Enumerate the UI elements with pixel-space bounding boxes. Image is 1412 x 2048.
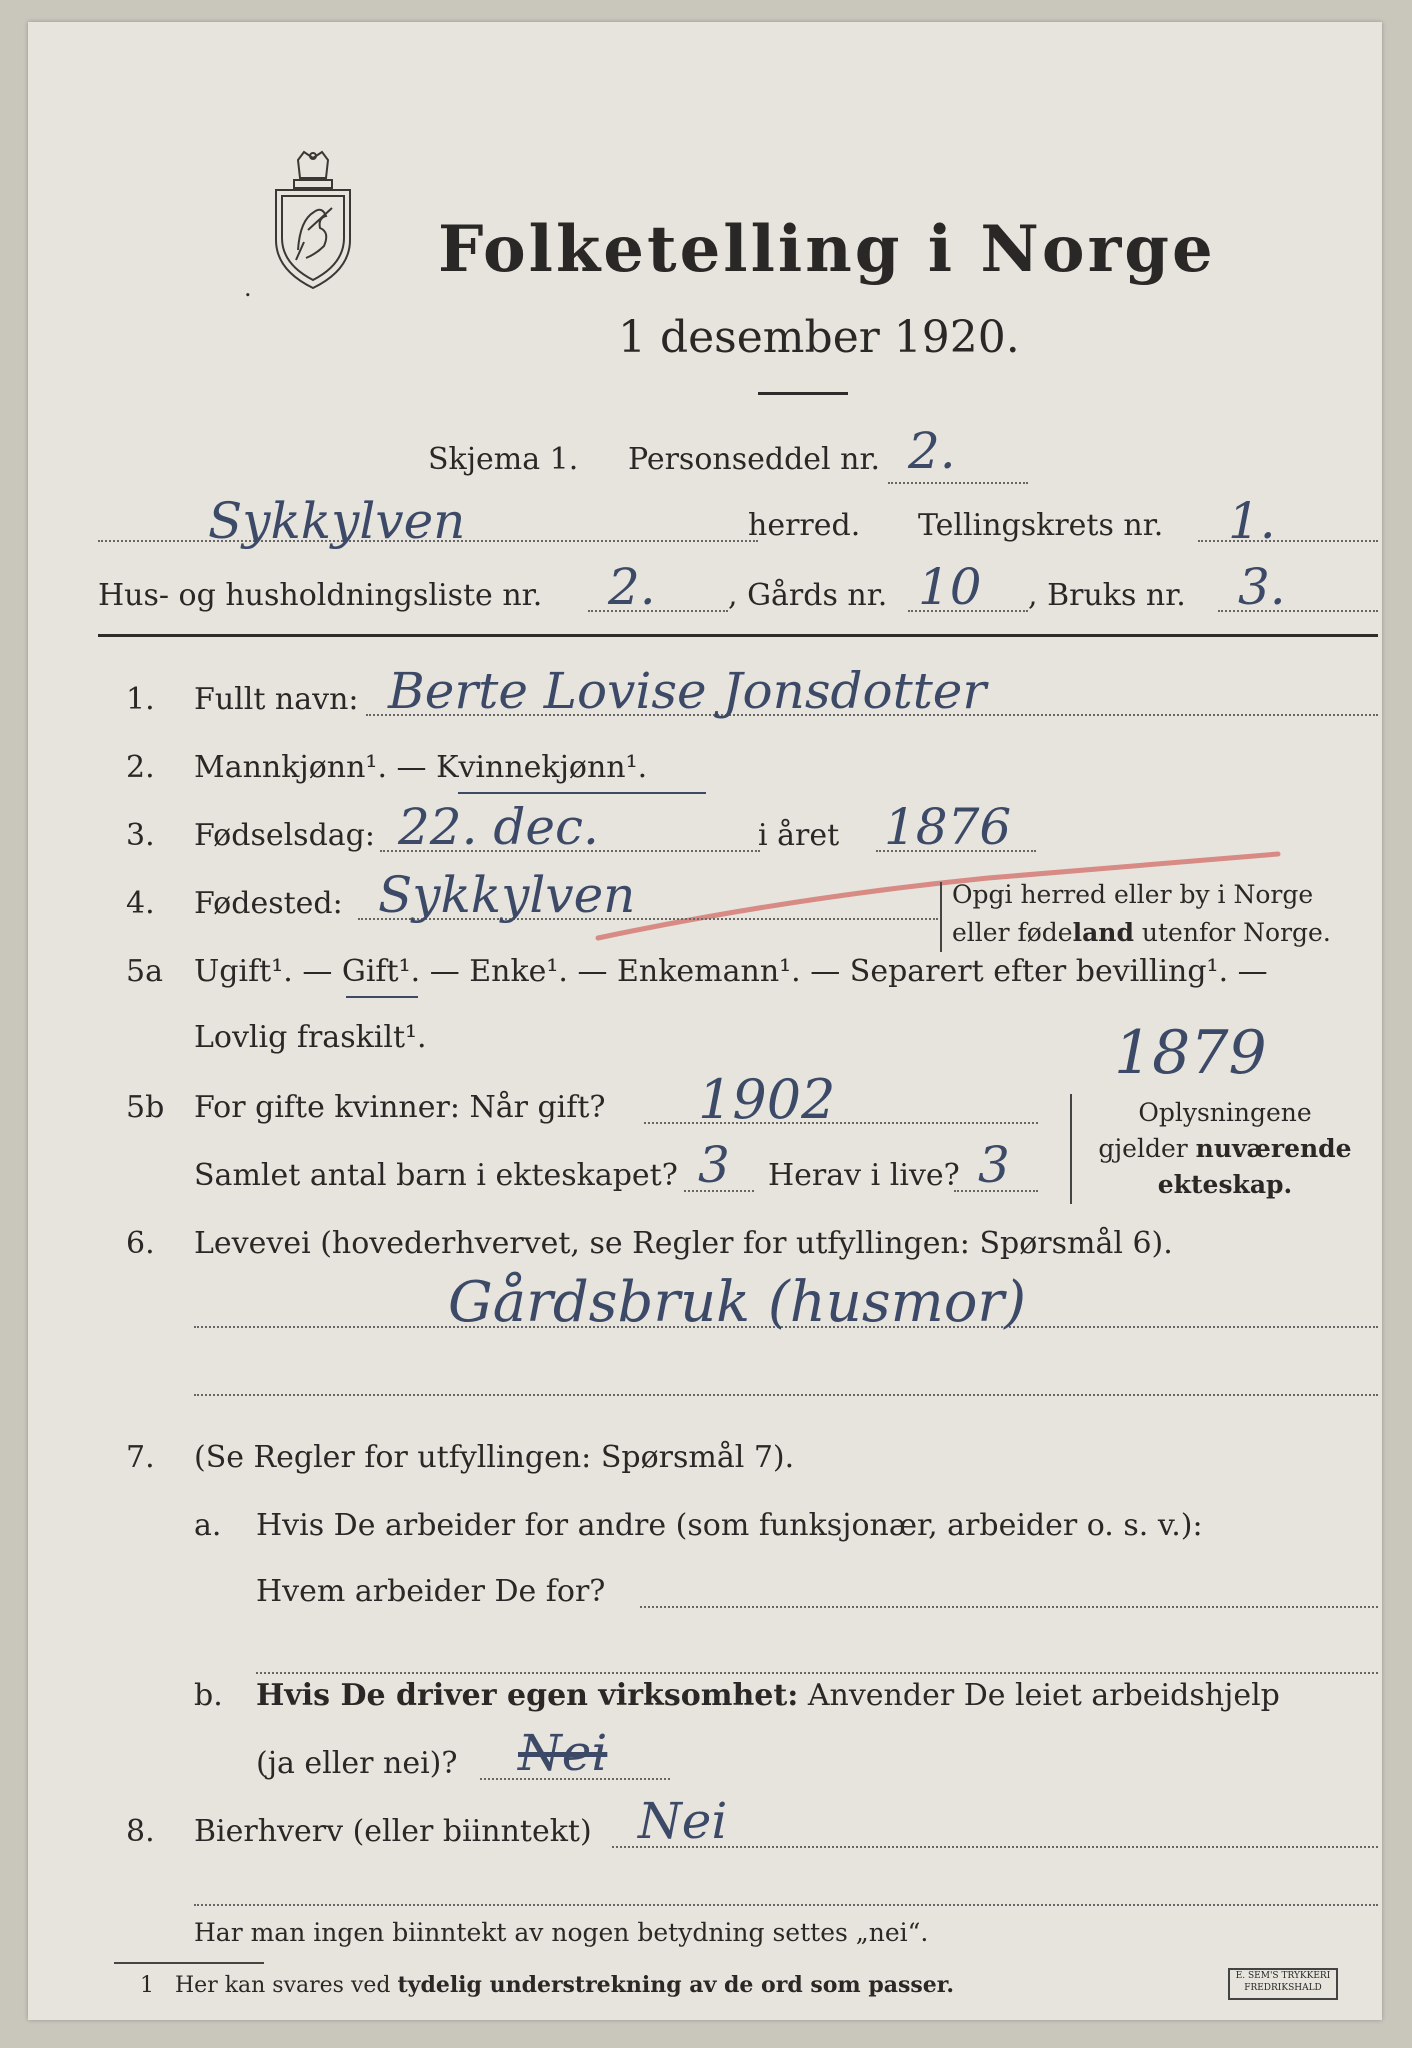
employer-line2[interactable] xyxy=(256,1672,1378,1674)
household-list-value[interactable]: 2. xyxy=(608,558,656,616)
occupation-value[interactable]: Gårdsbruk (husmor) xyxy=(448,1270,1027,1335)
herred-label: herred. xyxy=(748,508,861,543)
header-rule xyxy=(98,634,1378,637)
children-value[interactable]: 3 xyxy=(698,1136,730,1194)
census-form-page xyxy=(28,22,1382,2020)
dot-mark: . xyxy=(244,274,252,302)
q4-note-line2: eller fødeland utenfor Norge. xyxy=(952,918,1331,947)
tellingskrets-label: Tellingskrets nr. xyxy=(918,508,1164,543)
q5b-note-line1: Oplysningene xyxy=(1138,1098,1312,1127)
q8-line2 xyxy=(194,1904,1378,1906)
tellingskrets-line xyxy=(1198,540,1378,542)
q7a-letter: a. xyxy=(194,1508,222,1543)
q8-label: Bierhverv (eller biinntekt) xyxy=(194,1814,592,1849)
birthplace-value[interactable]: Sykkylven xyxy=(378,866,636,924)
gender-underline xyxy=(458,792,706,794)
printer-stamp: E. SEM'S TRYKKERI FREDRIKSHALD xyxy=(1228,1968,1338,2000)
hired-help-value[interactable]: Nei xyxy=(518,1724,608,1782)
side-income-value[interactable]: Nei xyxy=(638,1792,728,1850)
schema-label: Skjema 1. xyxy=(428,442,579,477)
footnote-rule xyxy=(114,1962,264,1964)
q7a-text: Hvis De arbeider for andre (som funksjonær, arbeider o. s. v.): xyxy=(256,1508,1203,1543)
form-title: Folketelling i Norge xyxy=(438,212,1216,287)
children-label: Samlet antal barn i ekteskapet? xyxy=(194,1158,678,1193)
census-date: 1 desember 1920. xyxy=(618,312,1020,363)
alive-label: Herav i live? xyxy=(768,1158,960,1193)
extra-year-note[interactable]: 1879 xyxy=(1114,1018,1267,1088)
q4-note-line1: Opgi herred eller by i Norge xyxy=(952,880,1314,909)
q5a-number: 5a xyxy=(126,954,163,989)
q3-number: 3. xyxy=(126,818,155,853)
q4-number: 4. xyxy=(126,886,155,921)
q7a-sub-label: Hvem arbeider De for? xyxy=(256,1574,606,1609)
herred-value[interactable]: Sykkylven xyxy=(208,492,466,550)
q4-brace xyxy=(940,882,942,952)
q6-number: 6. xyxy=(126,1226,155,1261)
q5b-note-line2: gjelder nuværende xyxy=(1098,1134,1352,1163)
q8-number: 8. xyxy=(126,1814,155,1849)
q5b-label: For gifte kvinner: Når gift? xyxy=(194,1090,606,1125)
married-underline xyxy=(346,996,418,998)
q7b-letter: b. xyxy=(194,1678,223,1713)
marital-options: Ugift¹. — Gift¹. — Enke¹. — Enkemann¹. — Separert efter bevilling¹. — xyxy=(194,954,1268,989)
q6-label: Levevei (hovederhvervet, se Regler for utfyllingen: Spørsmål 6). xyxy=(194,1226,1173,1261)
alive-value[interactable]: 3 xyxy=(978,1136,1010,1194)
q5b-note-line3: ekteskap. xyxy=(1157,1170,1293,1199)
q1-number: 1. xyxy=(126,682,155,717)
q7-label: (Se Regler for utfyllingen: Spørsmål 7). xyxy=(194,1440,795,1475)
q7b-sub-label: (ja eller nei)? xyxy=(256,1746,458,1781)
coat-of-arms-icon xyxy=(268,150,358,290)
bruks-value[interactable]: 3. xyxy=(1238,558,1286,616)
q5b-brace xyxy=(1070,1094,1072,1204)
q2-number: 2. xyxy=(126,750,155,785)
tellingskrets-value[interactable]: 1. xyxy=(1228,492,1276,550)
gards-label: , Gårds nr. xyxy=(728,578,888,613)
q6-line2 xyxy=(194,1394,1378,1396)
footer-note: Har man ingen biinntekt av nogen betydning settes „nei“. xyxy=(194,1918,929,1947)
year-label: i året xyxy=(758,818,840,853)
footnote: 1 Her kan svares ved tydelig understrekning av de ord som passer. xyxy=(140,1972,954,1998)
personseddel-value[interactable]: 2. xyxy=(908,422,956,480)
marriage-year-value[interactable]: 1902 xyxy=(698,1068,836,1131)
gender-options: Mannkjønn¹. — Kvinnekjønn¹. xyxy=(194,750,648,785)
personseddel-label: Personseddel nr. xyxy=(628,442,881,477)
full-name-value[interactable]: Berte Lovise Jonsdotter xyxy=(388,662,987,720)
employer-line[interactable] xyxy=(640,1606,1378,1608)
personseddel-line xyxy=(888,482,1028,484)
q4-label: Fødested: xyxy=(194,886,343,921)
q5b-number: 5b xyxy=(126,1090,165,1125)
q1-label: Fullt navn: xyxy=(194,682,359,717)
gards-value[interactable]: 10 xyxy=(918,558,982,616)
title-divider xyxy=(758,392,848,395)
q7-number: 7. xyxy=(126,1440,155,1475)
birthday-value[interactable]: 22. dec. xyxy=(398,798,599,856)
q3-label: Fødselsdag: xyxy=(194,818,375,853)
bruks-label: , Bruks nr. xyxy=(1028,578,1186,613)
birth-year-value[interactable]: 1876 xyxy=(884,798,1012,856)
q7b-text: Hvis De driver egen virksomhet: Anvender De leiet arbeidshjelp xyxy=(256,1678,1280,1713)
marital-options-line2: Lovlig fraskilt¹. xyxy=(194,1020,427,1055)
household-list-label: Hus- og husholdningsliste nr. xyxy=(98,578,543,613)
